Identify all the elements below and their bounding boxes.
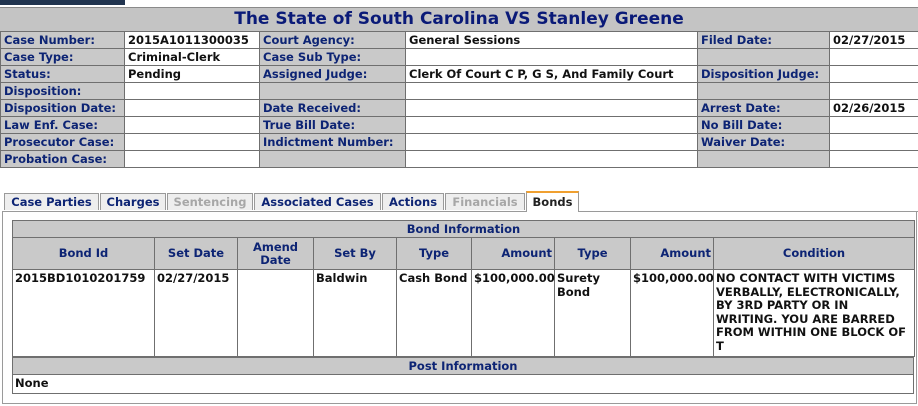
case-info-value-b [406, 134, 698, 151]
case-info-label-c: No Bill Date: [698, 117, 830, 134]
case-info-label-c [698, 83, 830, 100]
tab-associated-cases[interactable]: Associated Cases [254, 193, 381, 210]
case-info-row [1, 66, 918, 83]
case-info-label-b: True Bill Date: [260, 117, 406, 134]
case-info-value-a: Criminal-Clerk [125, 49, 260, 66]
case-info-label-b [260, 151, 406, 168]
case-info-label-c: Waiver Date: [698, 134, 830, 151]
tab-sentencing: Sentencing [167, 193, 253, 210]
condition-cell: NO CONTACT WITH VICTIMS VERBALLY, ELECTRONICALLY, BY 3RD PARTY OR IN WRITING. YOU ARE BARRED FROM WITHIN ONE BLOCK OF T [714, 270, 915, 357]
type-cell: Cash Bond [397, 270, 472, 357]
case-info-value-a [125, 117, 260, 134]
case-info-row [1, 134, 918, 151]
post-information-caption: Post Information [13, 358, 914, 375]
case-info-value-c [830, 134, 918, 151]
case-info-label-a: Law Enf. Case: [1, 117, 125, 134]
col-amount: Amount [472, 238, 555, 270]
case-info-label-c [698, 49, 830, 66]
case-info-value-b [406, 117, 698, 134]
case-info-value-c [830, 151, 918, 168]
amount-cell: $100,000.00 [472, 270, 555, 357]
case-info-row [1, 83, 918, 100]
amend-date-cell [238, 270, 314, 357]
case-info-label-b [260, 83, 406, 100]
case-title: The State of South Carolina VS Stanley Greene [0, 7, 918, 32]
col-condition: Condition [714, 238, 915, 270]
case-info-label-a: Status: [1, 66, 125, 83]
case-info-value-c: 02/27/2015 [830, 32, 918, 49]
top-accent-bar [0, 0, 125, 5]
case-info-label-a: Disposition Date: [1, 100, 125, 117]
case-info-table [0, 31, 918, 168]
case-info-value-a [125, 151, 260, 168]
case-info-row [1, 151, 918, 168]
col-amount-2: Amount [631, 238, 714, 270]
bond-information-caption: Bond Information [13, 221, 915, 238]
case-info-value-b: Clerk Of Court C P, G S, And Family Court [406, 66, 698, 83]
col-set-by: Set By [314, 238, 397, 270]
case-info-value-b [406, 100, 698, 117]
case-info-label-b: Indictment Number: [260, 134, 406, 151]
case-info-value-b [406, 83, 698, 100]
amount-2-cell: $100,000.00 [631, 270, 714, 357]
col-bond-id: Bond Id [13, 238, 155, 270]
case-info-value-c [830, 117, 918, 134]
case-info-label-c [698, 151, 830, 168]
col-type: Type [397, 238, 472, 270]
case-info-value-b [406, 49, 698, 66]
case-info-label-c: Arrest Date: [698, 100, 830, 117]
case-info-label-b: Date Received: [260, 100, 406, 117]
case-info-value-a: Pending [125, 66, 260, 83]
tab-financials: Financials [445, 193, 525, 210]
col-amend-date: Amend Date [238, 238, 314, 270]
case-info-row [1, 100, 918, 117]
case-info-label-b: Assigned Judge: [260, 66, 406, 83]
case-info-value-a [125, 100, 260, 117]
case-info-value-c [830, 66, 918, 83]
case-info-label-a: Probation Case: [1, 151, 125, 168]
set-date-cell: 02/27/2015 [155, 270, 238, 357]
tab-strip [2, 191, 918, 212]
bond-information-table [12, 220, 915, 357]
case-info-value-c [830, 49, 918, 66]
case-info-row [1, 117, 918, 134]
case-info-value-b: General Sessions [406, 32, 698, 49]
case-info-value-c: 02/26/2015 [830, 100, 918, 117]
case-info-label-b: Case Sub Type: [260, 49, 406, 66]
tab-charges[interactable]: Charges [100, 193, 166, 210]
case-info-value-b [406, 151, 698, 168]
case-info-label-a: Case Number: [1, 32, 125, 49]
post-information-table [12, 357, 914, 394]
post-information-value: None [13, 375, 914, 394]
bond-id-cell: 2015BD1010201759 [13, 270, 155, 357]
case-info-label-c: Disposition Judge: [698, 66, 830, 83]
tab-bonds[interactable]: Bonds [526, 191, 579, 212]
tab-case-parties[interactable]: Case Parties [4, 193, 99, 210]
type-2-cell: Surety Bond [555, 270, 631, 357]
case-info-label-c: Filed Date: [698, 32, 830, 49]
tab-actions[interactable]: Actions [382, 193, 444, 210]
set-by-cell: Baldwin [314, 270, 397, 357]
table-row [13, 375, 914, 394]
bonds-panel [2, 211, 917, 404]
case-info-label-a: Disposition: [1, 83, 125, 100]
case-info-row [1, 49, 918, 66]
case-info-label-b: Court Agency: [260, 32, 406, 49]
col-set-date: Set Date [155, 238, 238, 270]
case-info-value-a [125, 83, 260, 100]
case-info-value-c [830, 83, 918, 100]
case-info-label-a: Case Type: [1, 49, 125, 66]
case-info-value-a: 2015A1011300035 [125, 32, 260, 49]
case-info-label-a: Prosecutor Case: [1, 134, 125, 151]
case-info-value-a [125, 134, 260, 151]
table-row [13, 270, 915, 357]
col-type-2: Type [555, 238, 631, 270]
case-info-row [1, 32, 918, 49]
